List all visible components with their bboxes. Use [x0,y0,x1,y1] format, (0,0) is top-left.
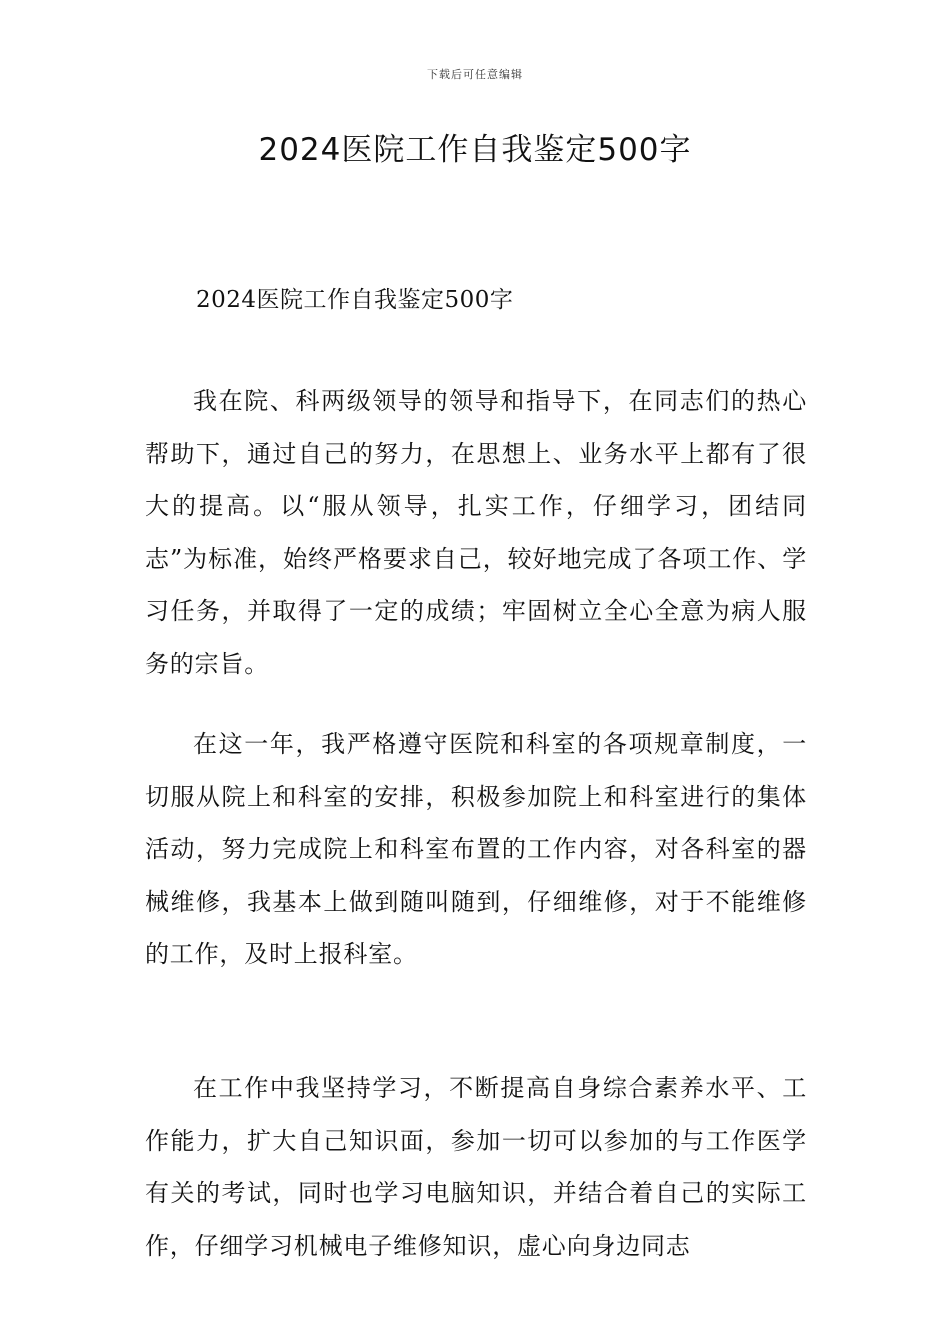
body-paragraph-3: 在工作中我坚持学习，不断提高自身综合素养水平、工作能力，扩大自己知识面，参加一切可以参加的与工作医学有关的考试，同时也学习电脑知识，并结合着自己的实际工作，仔细学习机械电子维修知识，虚心向身边同志 [145,1074,807,1260]
body-paragraph-2: 在这一年，我严格遵守医院和科室的各项规章制度，一切服从院上和科室的安排，积极参加院上和科室进行的集体活动，努力完成院上和科室布置的工作内容，对各科室的器械维修，我基本上做到随叫随到，仔细维修，对于不能维修的工作，及时上报科室。 [145,730,807,968]
body-paragraph-1: 我在院、科两级领导的领导和指导下，在同志们的热心帮助下，通过自己的努力，在思想上、业务水平上都有了很大的提高。以“服从领导，扎实工作，仔细学习，团结同志”为标准，始终严格要求自己，较好地完成了各项工作、学习任务，并取得了一定的成绩；牢固树立全心全意为病人服务的宗旨。 [145,387,807,678]
document-title: 2024医院工作自我鉴定500字 [258,132,692,168]
document-subtitle: 2024医院工作自我鉴定500字 [196,287,514,313]
header-note: 下载后可任意编辑 [427,68,523,81]
